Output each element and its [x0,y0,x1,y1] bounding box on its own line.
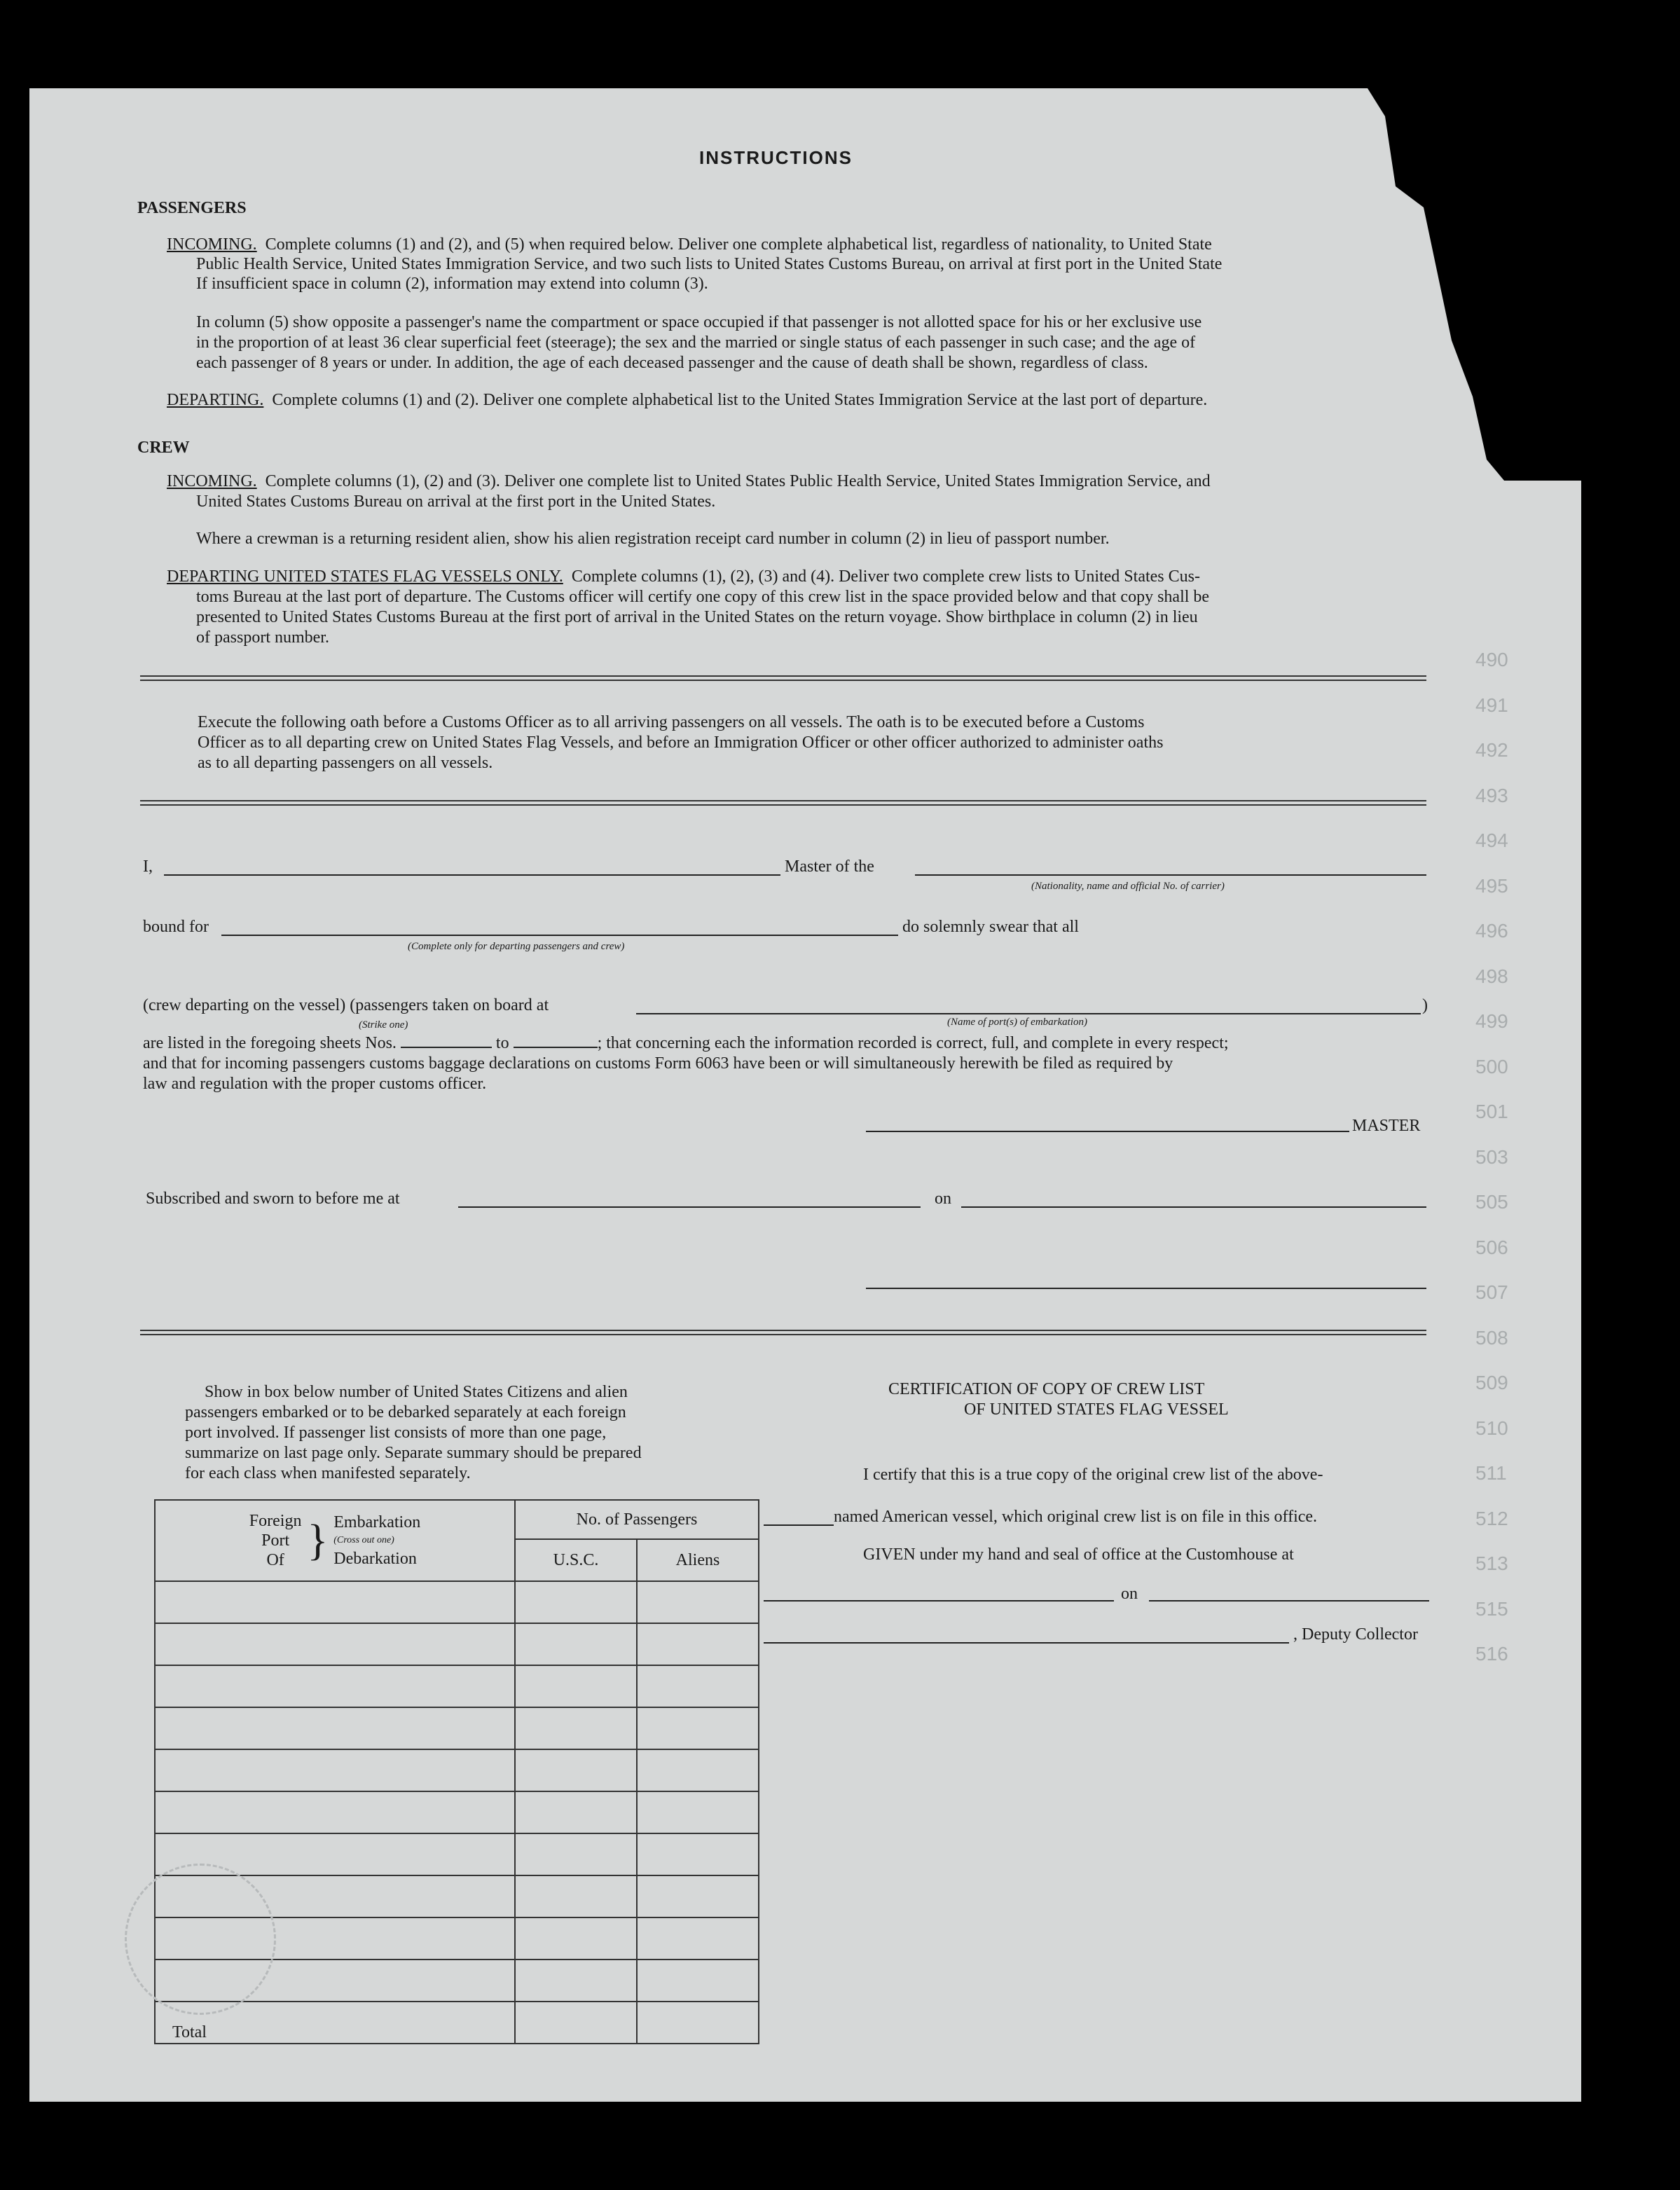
bleed-number: 503 [1475,1145,1508,1168]
summary-line-5: for each class when manifested separately. [185,1464,471,1482]
bleed-number: 493 [1475,784,1508,806]
table-row [155,1707,759,1749]
sheet-from-field[interactable] [401,1047,492,1048]
foreign-label: Foreign [249,1512,302,1530]
crew-departing-line-2: toms Bureau at the last port of departure. The Customs officer will certify one copy of this crew list in the space provided below and that copy shall be [196,588,1210,606]
summary-line-1: Show in box below number of United States Citizens and alien [205,1383,628,1401]
table-row [155,1665,759,1707]
table-row [155,1833,759,1875]
bleed-number: 501 [1475,1101,1508,1122]
master-name-field[interactable] [164,874,780,876]
bleed-number: 498 [1475,965,1508,987]
certification-line-3: GIVEN under my hand and seal of office at the Customhouse at [863,1545,1294,1564]
passengers-incoming-line-1: INCOMING. Complete columns (1) and (2), and (5) when required below. Deliver one complete alphabetical list, regardless of nationality, to United State [167,235,1212,254]
departing-note: (Complete only for departing passengers and crew) [408,941,625,952]
summary-line-4: summarize on last page only. Separate summary should be prepared [185,1444,642,1462]
bleed-number: 509 [1475,1372,1508,1393]
ports-note: (Name of port(s) of embarkation) [947,1017,1087,1028]
strike-one-note: (Strike one) [359,1019,408,1031]
subscribed-on-label: on [935,1190,951,1208]
master-label: MASTER [1352,1117,1421,1135]
divider [140,1330,1426,1335]
crew-departing-line-4: of passport number. [196,628,329,647]
divider [140,800,1426,806]
subscribed-date-field[interactable] [961,1206,1426,1208]
port-header [155,1500,515,1581]
subscribed-label: Subscribed and sworn to before me at [146,1190,400,1208]
table-row [155,1623,759,1665]
crew-departing-text: (crew departing on the vessel) (passengers taken on board at [143,996,549,1014]
bleed-number: 516 [1475,1643,1508,1665]
master-signature-field[interactable] [866,1131,1349,1132]
officer-signature-field[interactable] [866,1288,1426,1289]
swear-text: do solemnly swear that all [902,918,1079,936]
oath-i-label: I, [143,858,153,876]
vessel-field[interactable] [764,1524,834,1526]
table-total-row [155,2002,759,2044]
total-label: Total [155,2002,515,2044]
bleed-number: 512 [1475,1507,1508,1529]
deputy-collector-label: , Deputy Collector [1293,1625,1418,1644]
column5-line-1: In column (5) show opposite a passenger's name the compartment or space occupied if that passenger is not allotted space for his or her exclusive use [196,313,1202,331]
oath-instruction-line-2: Officer as to all departing crew on United States Flag Vessels, and before an Immigration Officer or other officer authorized to administer oaths [198,734,1164,752]
deputy-collector-field[interactable] [764,1642,1289,1644]
cross-out-note: (Cross out one) [333,1535,394,1545]
table-row [155,1581,759,1623]
bleed-number: 499 [1475,1010,1508,1032]
bleed-number: 513 [1475,1552,1508,1574]
bleed-number: 495 [1475,874,1508,897]
bound-for-label: bound for [143,918,209,936]
customhouse-field[interactable] [764,1600,1114,1602]
oath-instruction-line-3: as to all departing passengers on all vessels. [198,754,493,772]
stamp-seal [125,1864,276,2015]
certification-date-field[interactable] [1149,1600,1429,1602]
carrier-note: (Nationality, name and official No. of carrier) [1031,881,1225,892]
usc-header: U.S.C. [515,1539,637,1581]
subscribed-place-field[interactable] [458,1206,921,1208]
crew-heading: CREW [137,439,190,457]
crew-incoming-line-2: United States Customs Bureau on arrival at the first port in the United States. [196,493,716,511]
passengers-incoming-line-2: Public Health Service, United States Immigration Service, and two such lists to United States Customs Bureau, on arrival at first port in the United State [196,255,1223,273]
summary-line-2: passengers embarked or to be debarked separately at each foreign [185,1403,626,1421]
column5-line-2: in the proportion of at least 36 clear superficial feet (steerage); the sex and the married or single status of each passenger in such case; and the age of [196,333,1196,352]
crew-incoming-line-1: INCOMING. Complete columns (1), (2) and (3). Deliver one complete list to United States Public Health Service, United States Immigration Service, and [167,472,1211,490]
passengers-departing-line: DEPARTING. Complete columns (1) and (2). Deliver one complete alphabetical list to the United States Immigration Service at the last port of departure. [167,391,1208,409]
certification-on-label: on [1121,1585,1138,1603]
brace-icon: } [307,1517,329,1564]
bleed-number: 496 [1475,920,1508,942]
summary-line-3: port involved. If passenger list consists of more than one page, [185,1424,607,1442]
oath-line-3: law and regulation with the proper customs officer. [143,1075,487,1093]
bleed-number: 515 [1475,1597,1508,1620]
bleed-number: 507 [1475,1281,1508,1303]
embarkation-label: Embarkation [333,1513,421,1531]
sheet-to-field[interactable] [514,1047,598,1048]
no-passengers-header: No. of Passengers [515,1500,759,1539]
table-row [155,1749,759,1791]
oath-line-1: are listed in the foregoing sheets Nos. to ; that concerning each the information recorded is correct, full, and complete in every respect; [143,1034,1229,1052]
column5-line-3: each passenger of 8 years or under. In addition, the age of each deceased passenger and the cause of death shall be shown, regardless of class. [196,354,1148,372]
passengers-heading: PASSENGERS [137,199,247,217]
certification-title-2: OF UNITED STATES FLAG VESSEL [964,1400,1229,1419]
passengers-incoming-line-3: If insufficient space in column (2), information may extend into column (3). [196,275,708,293]
crew-resident-note: Where a crewman is a returning resident alien, show his alien registration receipt card number in column (2) in lieu of passport number. [196,530,1110,548]
bleed-number: 505 [1475,1191,1508,1213]
port-label: Port [261,1531,290,1550]
crew-departing-line-1: DEPARTING UNITED STATES FLAG VESSELS ONLY. Complete columns (1), (2), (3) and (4). Deliver two complete crew lists to United States Cus- [167,567,1200,586]
aliens-header: Aliens [637,1539,759,1581]
page-title: INSTRUCTIONS [699,147,853,168]
close-paren: ) [1422,996,1428,1014]
bleed-number: 510 [1475,1417,1508,1439]
certification-title-1: CERTIFICATION OF COPY OF CREW LIST [888,1380,1205,1398]
table-row [155,1791,759,1833]
crew-departing-line-3: presented to United States Customs Bureau at the first port of arrival in the United States on the return voyage. Show birthplace in column (2) in lieu [196,608,1198,626]
master-of-the-label: Master of the [785,858,874,876]
certification-line-2: named American vessel, which original crew list is on file in this office. [834,1508,1318,1526]
debarkation-label: Debarkation [333,1550,417,1568]
bleed-number: 491 [1475,694,1508,716]
bleed-number: 506 [1475,1236,1508,1258]
oath-line-2: and that for incoming passengers customs baggage declarations on customs Form 6063 have been or will simultaneously herewith be filed as required by [143,1054,1173,1073]
bleed-number: 494 [1475,829,1508,851]
bleed-number: 490 [1475,649,1508,670]
bleed-number: 500 [1475,1055,1508,1077]
bleed-number: 492 [1475,739,1508,761]
of-label: Of [266,1551,284,1569]
certification-line-1: I certify that this is a true copy of the original crew list of the above- [863,1466,1323,1484]
oath-instruction-line-1: Execute the following oath before a Customs Officer as to all arriving passengers on all vessels. The oath is to be executed before a Customs [198,713,1145,731]
bleed-number: 511 [1475,1462,1507,1484]
divider [140,675,1426,681]
bleed-number: 508 [1475,1326,1508,1349]
